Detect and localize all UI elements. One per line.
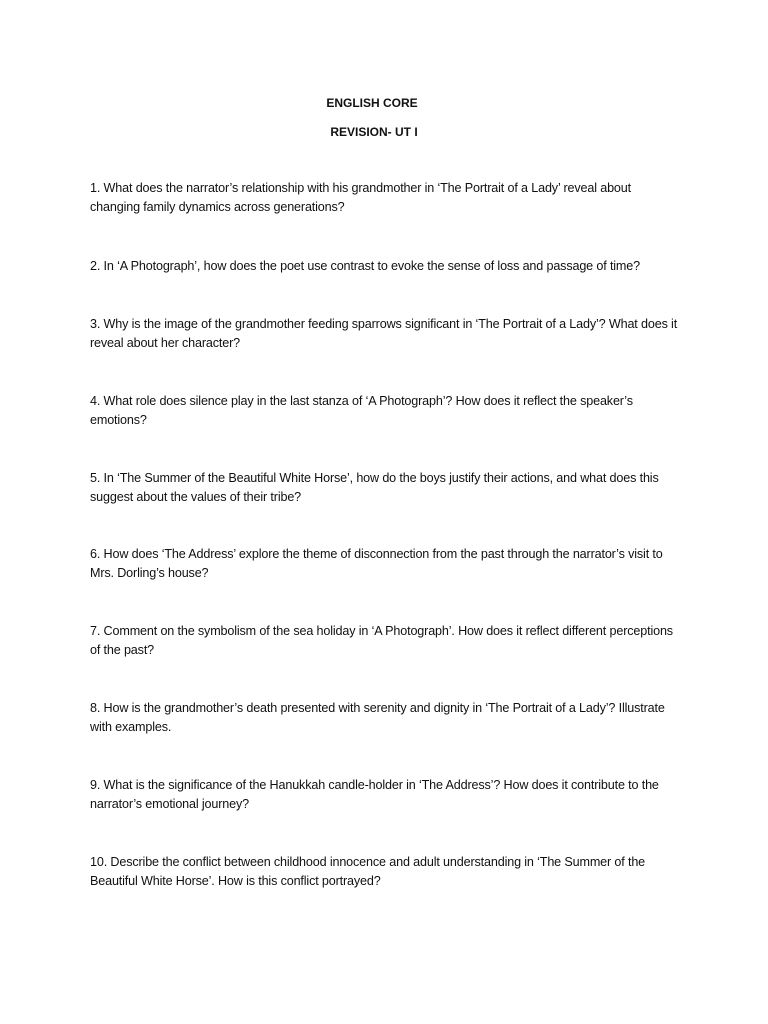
document-subtitle: REVISION- UT I [330,125,418,139]
question-4: 4. What role does silence play in the last stanza of ‘A Photograph’? How does it reflect the speaker’s emotions? [90,394,633,427]
question-9: 9. What is the significance of the Hanukkah candle-holder in ‘The Address’? How does it contribute to the narrator’s emotional journey? [90,778,659,811]
question-3: 3. Why is the image of the grandmother feeding sparrows significant in ‘The Portrait of a Lady’? What does it reveal about her character? [90,317,678,350]
question-1: 1. What does the narrator’s relationship with his grandmother in ‘The Portrait of a Lady’ reveal about changing family dynamics across generations? [90,181,631,214]
document-title: ENGLISH CORE [326,96,418,110]
question-8: 8. How is the grandmother’s death presented with serenity and dignity in ‘The Portrait of a Lady’? Illustrate with examples. [90,701,665,734]
question-7: 7. Comment on the symbolism of the sea holiday in ‘A Photograph’. How does it reflect different perceptions of the past? [90,624,673,657]
question-10: 10. Describe the conflict between childhood innocence and adult understanding in ‘The Summer of the Beautiful White Horse’. How is this conflict portrayed? [90,855,646,888]
question-2: 2. In ‘A Photograph’, how does the poet use contrast to evoke the sense of loss and passage of time? [90,259,640,273]
question-5: 5. In ‘The Summer of the Beautiful White Horse’, how do the boys justify their actions, and what does this suggest about the values of their tribe? [90,471,659,504]
question-6: 6. How does ‘The Address’ explore the theme of disconnection from the past through the narrator’s visit to Mrs. Dorling’s house? [90,547,663,580]
